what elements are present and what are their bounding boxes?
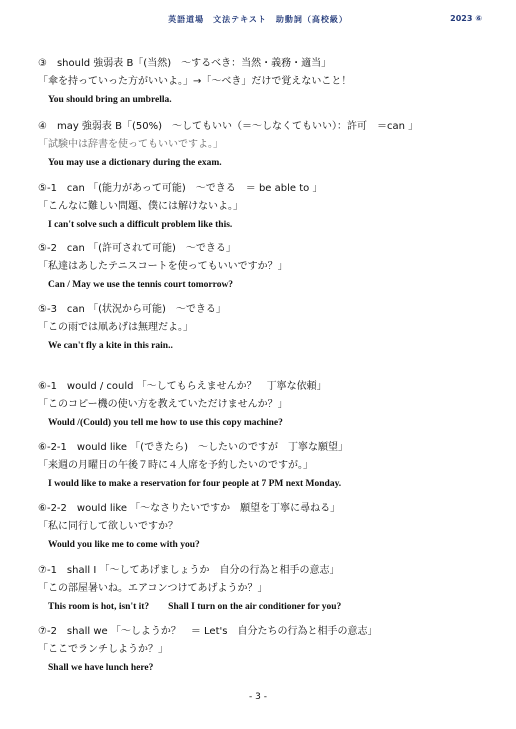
document-header-date: 2023 ⑥ xyxy=(450,14,482,23)
document-header-title: 英語道場 文法テキスト 助動詞（高校級） xyxy=(168,15,348,24)
english-example: We can't fly a kite in this rain.. xyxy=(48,341,173,351)
grammar-section-should xyxy=(38,55,496,109)
english-example: I would like to make a reservation for four people at 7 PM next Monday. xyxy=(48,479,342,489)
japanese-example: 「私に同行して欲しいですか？ xyxy=(38,521,178,532)
english-example: Would you like me to come with you? xyxy=(48,540,200,550)
english-example: You should bring an umbrella. xyxy=(48,95,172,105)
grammar-section-would-like-2 xyxy=(38,500,496,554)
english-example: I can't solve such a difficult problem like this. xyxy=(48,220,233,230)
section-heading: ⑥-2-1 would like 「(できたら) ～したいのですが 丁寧な願望」 xyxy=(38,442,348,453)
english-example: You may use a dictionary during the exam. xyxy=(48,158,222,168)
section-heading: ④ may 強弱表 B「(50%) ～してもいい（＝～しなくてもいい）：許可 ＝can 」 xyxy=(38,121,419,132)
japanese-example: 「来週の月曜日の午後７時に４人席を予約したいのですが。」 xyxy=(38,460,313,471)
section-heading: ⑤-2 can 「(許可されて可能) ～できる」 xyxy=(38,243,236,254)
grammar-section-can-permission xyxy=(38,240,496,294)
english-example: Would /(Could) you tell me how to use this copy machine? xyxy=(48,418,283,428)
grammar-section-shall-we xyxy=(38,623,496,677)
english-example: This room is hot, isn't it? Shall I turn on the air conditioner for you? xyxy=(48,602,342,612)
section-heading: ③ should 強弱表 B「(当然) ～するべき：当然・義務・適当」 xyxy=(38,58,332,69)
section-heading: ⑥-1 would / could 「～してもらえませんか？ 丁寧な依頼」 xyxy=(38,381,327,392)
japanese-example: 「この雨では凧あげは無理だよ。」 xyxy=(38,322,193,333)
grammar-section-shall-i xyxy=(38,562,496,616)
section-heading: ⑦-2 shall we 「～しようか？ ＝ Let's 自分たちの行為と相手の意志」 xyxy=(38,626,378,637)
japanese-example: 「私達はあしたテニスコートを使ってもいいですか？」 xyxy=(38,261,288,272)
english-example: Can / May we use the tennis court tomorrow? xyxy=(48,280,234,290)
japanese-example: 「こんなに難しい問題、僕には解けないよ。」 xyxy=(38,201,243,212)
section-heading: ⑤-1 can 「(能力があって可能) ～できる ＝ be able to 」 xyxy=(38,183,323,194)
section-heading: ⑦-1 shall I 「～してあげましょうか 自分の行為と相手の意志」 xyxy=(38,565,340,576)
grammar-section-can-situation xyxy=(38,301,496,355)
japanese-example: 「傘を持っていった方がいいよ。」→「～べき」だけで覚えないこと！ xyxy=(38,76,352,87)
japanese-example: 「試験中は辞書を使ってもいいですよ。」 xyxy=(38,139,223,150)
section-heading: ⑥-2-2 would like 「～なさりたいですか 願望を丁寧に尋ねる」 xyxy=(38,503,341,514)
english-example: Shall we have lunch here? xyxy=(48,663,154,673)
section-heading: ⑤-3 can 「(状況から可能) ～できる」 xyxy=(38,304,226,315)
grammar-section-can-ability xyxy=(38,180,496,234)
grammar-section-would-could xyxy=(38,378,496,432)
japanese-example: 「ここでランチしようか？」 xyxy=(38,644,168,655)
grammar-section-may xyxy=(38,118,496,172)
japanese-example: 「この部屋暑いね。エアコンつけてあげようか？」 xyxy=(38,583,268,594)
japanese-example: 「このコピー機の使い方を教えていただけませんか？」 xyxy=(38,399,288,410)
page-number: - 3 - xyxy=(249,692,267,702)
grammar-section-would-like-1 xyxy=(38,439,496,493)
